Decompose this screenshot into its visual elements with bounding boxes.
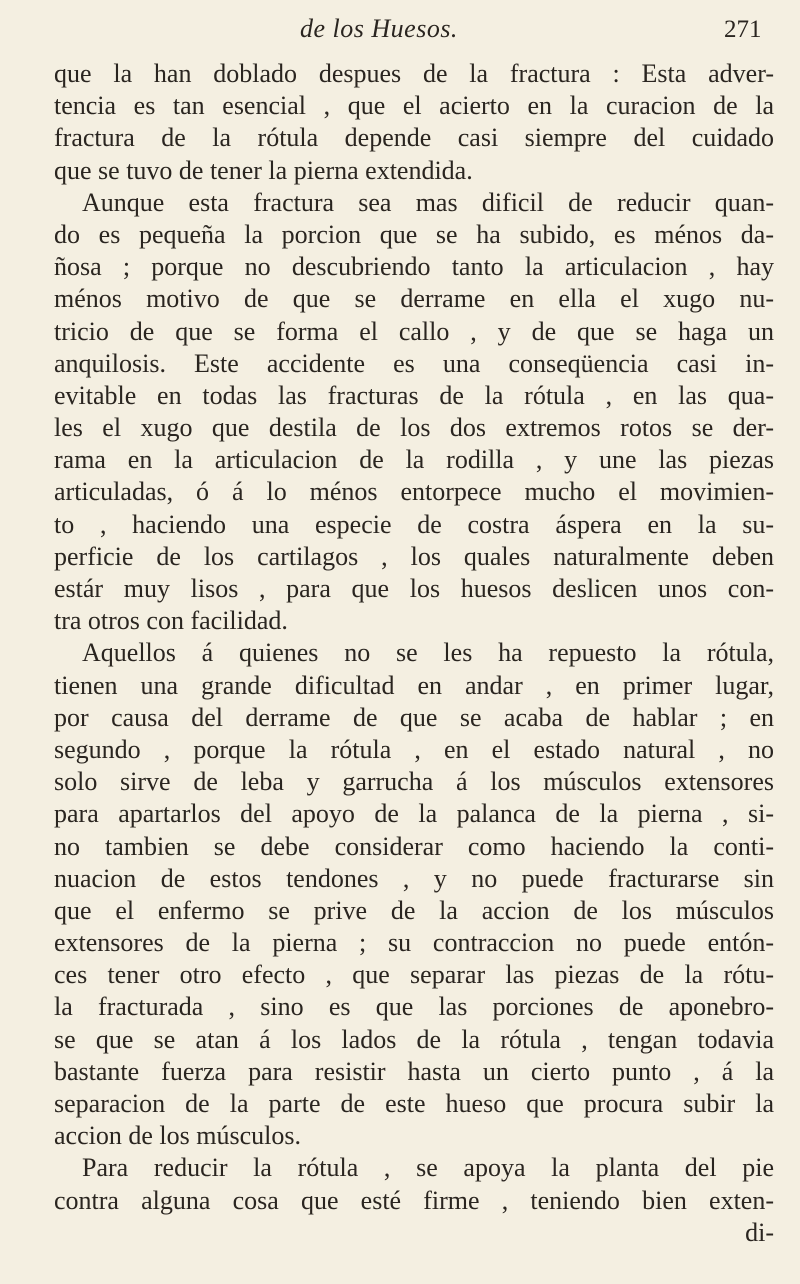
text-line: para apartarlos del apoyo de la palanca de la pierna , si-	[54, 799, 774, 829]
text-line: estár muy lisos , para que los huesos deslicen unos con-	[54, 574, 774, 603]
text-line: tra otros con facilidad.	[54, 606, 288, 636]
text-line: no tambien se debe considerar como haciendo la conti-	[54, 831, 774, 861]
text-line: ñosa ; porque no descubriendo tanto la articulacion , hay	[54, 252, 774, 282]
text-line: Aunque esta fractura sea mas dificil de reducir quan-	[82, 187, 774, 217]
text-line: por causa del derrame de que se acaba de hablar ; en	[54, 702, 774, 732]
text-line: les el xugo que destila de los dos extremos rotos se der-	[54, 413, 774, 443]
text-line: accion de los músculos.	[54, 1121, 301, 1151]
text-line: que la han doblado despues de la fractura : Esta adver-	[54, 59, 774, 88]
text-line: articuladas, ó á lo ménos entorpece mucho el movimien-	[54, 477, 774, 507]
body-text	[54, 58, 774, 1249]
text-line: nuacion de estos tendones , y no puede fracturarse sin	[54, 863, 774, 893]
text-line: contra alguna cosa que esté firme , teniendo bien exten-	[54, 1185, 774, 1215]
text-line: la fracturada , sino es que las porciones de aponebro-	[54, 992, 774, 1022]
text-line: evitable en todas las fracturas de la rótula , en las qua-	[54, 380, 774, 410]
running-title: de los Huesos.	[300, 14, 458, 43]
text-line: perficie de los cartilagos , los quales naturalmente deben	[54, 541, 774, 571]
catchword: di-	[745, 1217, 774, 1247]
text-line: bastante fuerza para resistir hasta un cierto punto , á la	[54, 1056, 774, 1086]
text-line: ménos motivo de que se derrame en ella el xugo nu-	[54, 284, 774, 314]
text-line: tencia es tan esencial , que el acierto en la curacion de la	[54, 91, 774, 121]
text-line: extensores de la pierna ; su contraccion no puede entón-	[54, 928, 774, 958]
text-line: que el enfermo se prive de la accion de los músculos	[54, 895, 774, 925]
text-line: anquilosis. Este accidente es una conseqüencia casi in-	[54, 348, 774, 378]
text-line: que se tuvo de tener la pierna extendida.	[54, 155, 473, 185]
text-line: Aquellos á quienes no se les ha repuesto la rótula,	[82, 638, 774, 668]
text-line: ces tener otro efecto , que separar las piezas de la rótu-	[54, 960, 774, 990]
text-line: solo sirve de leba y garrucha á los músculos extensores	[54, 767, 774, 797]
text-line: tienen una grande dificultad en andar , en primer lugar,	[54, 670, 774, 700]
running-head	[0, 14, 800, 48]
text-line: separacion de la parte de este hueso que procura subir la	[54, 1089, 774, 1118]
text-line: Para reducir la rótula , se apoya la planta del pie	[82, 1153, 774, 1183]
text-line: segundo , porque la rótula , en el estado natural , no	[54, 734, 774, 764]
text-line: fractura de la rótula depende casi siempre del cuidado	[54, 123, 774, 153]
text-line: rama en la articulacion de la rodilla , y une las piezas	[54, 445, 774, 475]
text-line: se que se atan á los lados de la rótula , tengan todavia	[54, 1024, 774, 1054]
text-line: to , haciendo una especie de costra áspera en la su-	[54, 509, 774, 539]
text-line: do es pequeña la porcion que se ha subido, es ménos da-	[54, 219, 774, 249]
page-number: 271	[724, 16, 762, 43]
text-line: tricio de que se forma el callo , y de que se haga un	[54, 316, 774, 346]
